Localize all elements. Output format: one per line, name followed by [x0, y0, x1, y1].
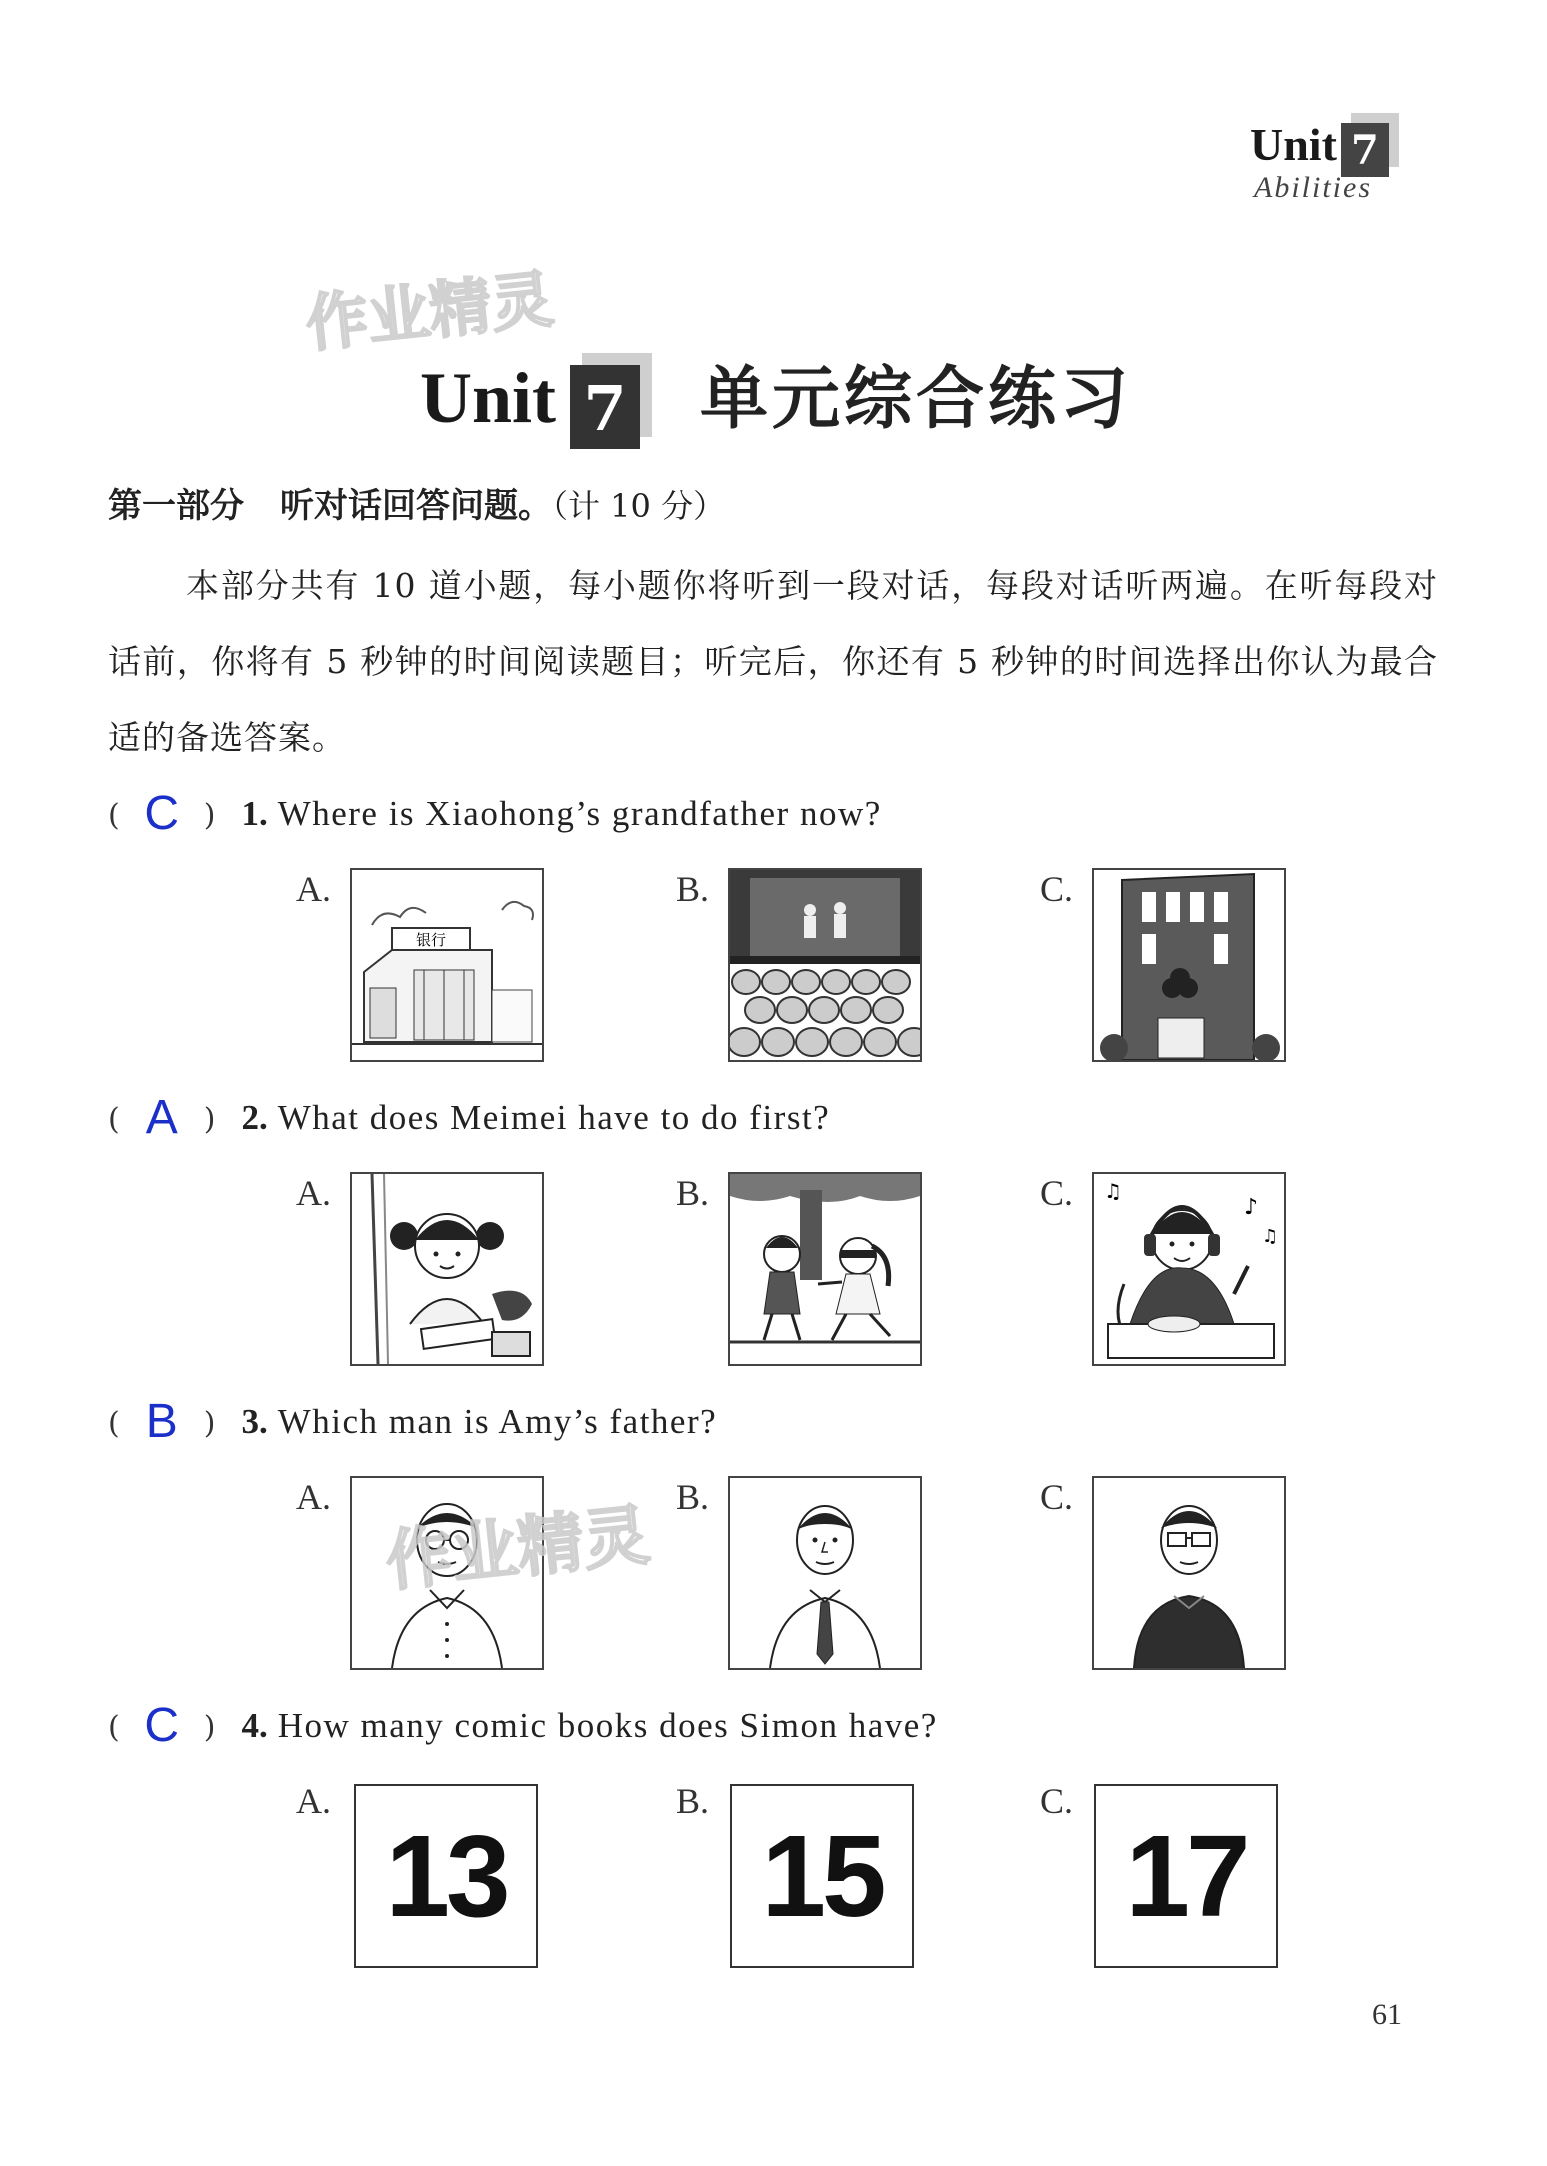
question-1: ( C ) 1. Where is Xiaohong’s grandfather now? [108, 787, 882, 840]
svg-text:♫: ♫ [1104, 1179, 1122, 1203]
option-label: B. [676, 869, 710, 909]
question-3: ( B ) 3. Which man is Amy’s father? [108, 1395, 718, 1448]
man-tie-icon [728, 1476, 922, 1670]
question-number: 2. [241, 1098, 268, 1137]
option-label: C. [1040, 1781, 1074, 1821]
theatre-stage-icon [728, 868, 922, 1062]
bank-sign-text: 银行 [415, 931, 447, 949]
option-label: B. [676, 1477, 710, 1517]
answer-3: B [145, 1395, 178, 1448]
option-label: A. [296, 1477, 331, 1517]
question-number: 1. [241, 794, 268, 833]
unit-header-tag [1250, 118, 1389, 205]
answer-2: A [145, 1091, 178, 1144]
option-label: A. [296, 1781, 331, 1821]
svg-text:♫: ♫ [1262, 1226, 1279, 1247]
option-label: C. [1040, 869, 1074, 909]
unit-header-word: Unit [1250, 119, 1337, 170]
section-points: （计 10 分） [552, 487, 726, 525]
title-unit-number: 7 [570, 365, 640, 449]
section-label: 第一部分 [108, 486, 244, 526]
answer-4: C [144, 1699, 180, 1752]
question-text: Which man is Amy’s father? [277, 1402, 718, 1441]
title-chinese: 单元综合练习 [700, 360, 1133, 439]
man-glasses-sweater-icon [1092, 1476, 1286, 1670]
section-task: 听对话回答问题。 [280, 486, 552, 526]
option-label: A. [296, 1173, 331, 1213]
bank-building-icon [350, 868, 544, 1062]
question-4: ( C ) 4. How many comic books does Simon have? [108, 1699, 938, 1752]
kids-playing-game-icon [728, 1172, 922, 1366]
question-text: How many comic books does Simon have? [277, 1706, 938, 1745]
hospital-building-icon [1092, 868, 1286, 1062]
option-label: B. [676, 1173, 710, 1213]
girl-writing-homework-icon [350, 1172, 544, 1366]
page-title [420, 345, 1132, 449]
section-instructions: 本部分共有 10 道小题，每小题你将听到一段对话，每段对话听两遍。在听每段对话前，你将有 5 秒钟的时间阅读题目；听完后，你还有 5 秒钟的时间选择出你认为最合适的备选答案。 [108, 566, 1438, 757]
number-card-15: 15 [730, 1784, 914, 1968]
man-glasses-shirt-icon [350, 1476, 544, 1670]
unit-header-number: 7 [1341, 123, 1389, 177]
question-text: What does Meimei have to do first? [277, 1098, 831, 1137]
unit-header-subtitle: Abilities [1254, 171, 1372, 204]
option-label: C. [1040, 1477, 1074, 1517]
section-heading [108, 478, 725, 527]
question-2: ( A ) 2. What does Meimei have to do first? [108, 1091, 831, 1144]
watermark: 作业精灵 [302, 262, 557, 361]
option-label: B. [676, 1781, 710, 1821]
svg-text:♪: ♪ [1244, 1195, 1259, 1220]
title-unit-word: Unit [420, 358, 557, 438]
question-number: 3. [241, 1402, 268, 1441]
option-label: A. [296, 869, 331, 909]
answer-1: C [144, 787, 180, 840]
page-number: 61 [1372, 1998, 1402, 2031]
question-text: Where is Xiaohong’s grandfather now? [277, 794, 882, 833]
question-number: 4. [241, 1706, 268, 1745]
number-card-13: 13 [354, 1784, 538, 1968]
number-card-17: 17 [1094, 1784, 1278, 1968]
girl-listening-music-icon [1092, 1172, 1286, 1366]
option-label: C. [1040, 1173, 1074, 1213]
